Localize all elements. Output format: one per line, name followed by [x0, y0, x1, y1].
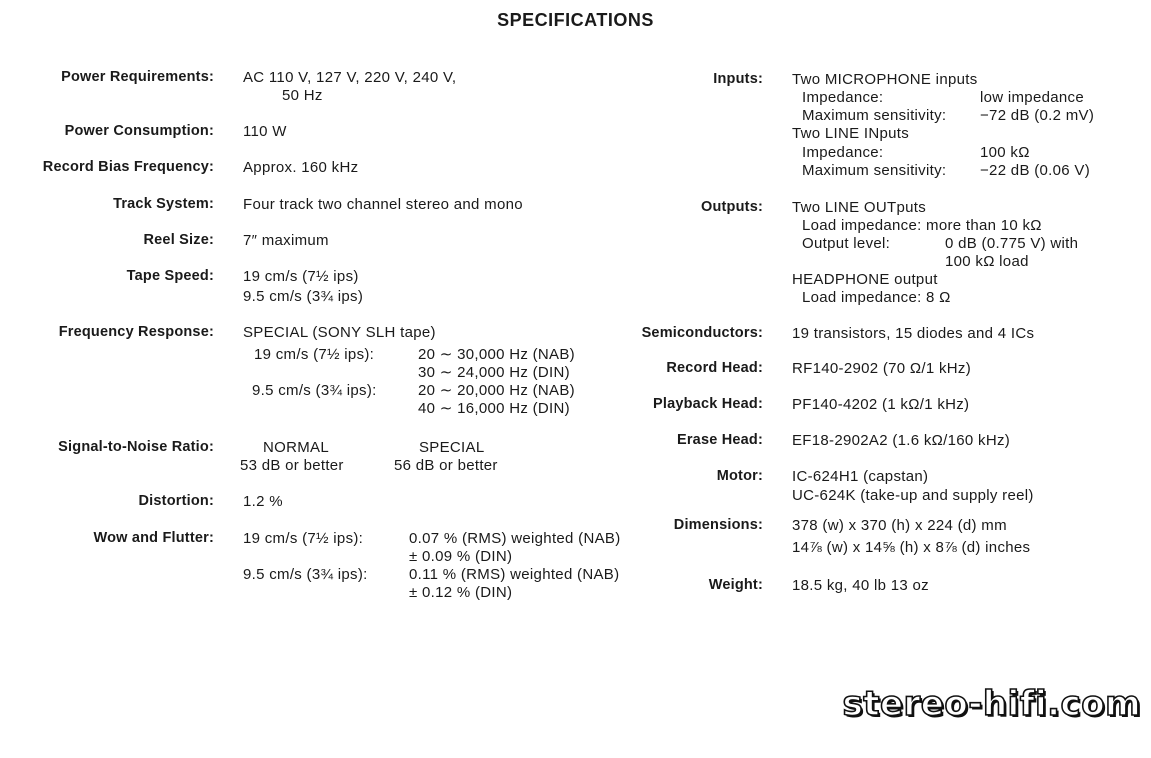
snr-special-heading: SPECIAL [419, 439, 485, 456]
semiconductors-label: Semiconductors: [641, 325, 763, 341]
inputs-line-sensitivity-value: −22 dB (0.06 V) [980, 162, 1090, 179]
frequency-response-din-1: 30 ∼ 24,000 Hz (DIN) [418, 364, 570, 381]
motor-value-2: UC-624K (take-up and supply reel) [792, 487, 1034, 504]
track-system-value: Four track two channel stereo and mono [243, 196, 523, 213]
snr-label: Signal-to-Noise Ratio: [58, 439, 214, 455]
snr-special-value: 56 dB or better [394, 457, 498, 474]
tape-speed-label: Tape Speed: [126, 268, 214, 284]
record-bias-label: Record Bias Frequency: [42, 159, 214, 175]
distortion-value: 1.2 % [243, 493, 283, 510]
inputs-line: Two LINE INputs [792, 125, 910, 142]
frequency-response-din-2: 40 ∼ 16,000 Hz (DIN) [418, 400, 570, 417]
inputs-mic-sensitivity-label: Maximum sensitivity: [802, 107, 947, 124]
frequency-response-nab-2: 20 ∼ 20,000 Hz (NAB) [418, 382, 575, 399]
snr-normal-heading: NORMAL [263, 439, 329, 456]
inputs-mic: Two MICROPHONE inputs [792, 71, 978, 88]
wow-flutter-din-2: ± 0.12 % (DIN) [409, 584, 513, 601]
playback-head-label: Playback Head: [653, 396, 763, 412]
outputs-level-load: 100 kΩ load [945, 253, 1029, 270]
frequency-response-speed-1: 19 cm/s (7½ ips): [254, 346, 375, 363]
snr-normal-value: 53 dB or better [240, 457, 344, 474]
dimensions-inches: 14⅞ (w) x 14⅝ (h) x 8⅞ (d) inches [792, 539, 1031, 556]
record-bias-value: Approx. 160 kHz [243, 159, 359, 176]
reel-size-value: 7″ maximum [243, 232, 329, 249]
power-requirements-value: AC 110 V, 127 V, 220 V, 240 V, [243, 69, 457, 86]
frequency-response-label: Frequency Response: [58, 324, 214, 340]
motor-value-1: IC-624H1 (capstan) [792, 468, 929, 485]
frequency-response-nab-1: 20 ∼ 30,000 Hz (NAB) [418, 346, 575, 363]
outputs-load-impedance: Load impedance: more than 10 kΩ [802, 217, 1042, 234]
power-consumption-label: Power Consumption: [64, 123, 214, 139]
frequency-response-speed-2: 9.5 cm/s (3¾ ips): [252, 382, 377, 399]
inputs-mic-sensitivity-value: −72 dB (0.2 mV) [980, 107, 1095, 124]
inputs-mic-impedance-label: Impedance: [802, 89, 884, 106]
wow-flutter-nab-1: 0.07 % (RMS) weighted (NAB) [409, 530, 621, 547]
erase-head-label: Erase Head: [676, 432, 763, 448]
inputs-line-impedance-label: Impedance: [802, 144, 884, 161]
playback-head-value: PF140-4202 (1 kΩ/1 kHz) [792, 396, 970, 413]
outputs-line: Two LINE OUTputs [792, 199, 927, 216]
outputs-level-label: Output level: [802, 235, 891, 252]
weight-label: Weight: [708, 577, 763, 593]
weight-value: 18.5 kg, 40 lb 13 oz [792, 577, 929, 594]
distortion-label: Distortion: [138, 493, 214, 509]
outputs-label: Outputs: [700, 199, 763, 215]
wow-flutter-label: Wow and Flutter: [93, 530, 214, 546]
tape-speed-value-1: 19 cm/s (7½ ips) [243, 268, 359, 285]
power-requirements-label: Power Requirements: [61, 69, 214, 85]
track-system-label: Track System: [113, 196, 214, 212]
inputs-label: Inputs: [713, 71, 763, 87]
tape-speed-value-2: 9.5 cm/s (3¾ ips) [243, 288, 364, 305]
power-consumption-value: 110 W [243, 123, 287, 140]
semiconductors-value: 19 transistors, 15 diodes and 4 ICs [792, 325, 1035, 342]
reel-size-label: Reel Size: [143, 232, 214, 248]
inputs-line-sensitivity-label: Maximum sensitivity: [802, 162, 947, 179]
watermark-logo: stereo-hifi.com [842, 684, 1141, 724]
wow-flutter-nab-2: 0.11 % (RMS) weighted (NAB) [409, 566, 620, 583]
outputs-headphone-impedance: Load impedance: 8 Ω [802, 289, 951, 306]
dimensions-metric: 378 (w) x 370 (h) x 224 (d) mm [792, 517, 1007, 534]
inputs-mic-impedance-value: low impedance [980, 89, 1084, 106]
power-requirements-value-2: 50 Hz [282, 87, 323, 104]
outputs-level-value: 0 dB (0.775 V) with [945, 235, 1079, 252]
wow-flutter-speed-1: 19 cm/s (7½ ips): [243, 530, 364, 547]
record-head-value: RF140-2902 (70 Ω/1 kHz) [792, 360, 972, 377]
page-title: SPECIFICATIONS [497, 10, 654, 30]
frequency-response-header: SPECIAL (SONY SLH tape) [243, 324, 436, 341]
inputs-line-impedance-value: 100 kΩ [980, 144, 1030, 161]
dimensions-label: Dimensions: [673, 517, 763, 533]
erase-head-value: EF18-2902A2 (1.6 kΩ/160 kHz) [792, 432, 1011, 449]
wow-flutter-din-1: ± 0.09 % (DIN) [409, 548, 513, 565]
motor-label: Motor: [716, 468, 763, 484]
outputs-headphone: HEADPHONE output [792, 271, 938, 288]
record-head-label: Record Head: [666, 360, 763, 376]
wow-flutter-speed-2: 9.5 cm/s (3¾ ips): [243, 566, 368, 583]
